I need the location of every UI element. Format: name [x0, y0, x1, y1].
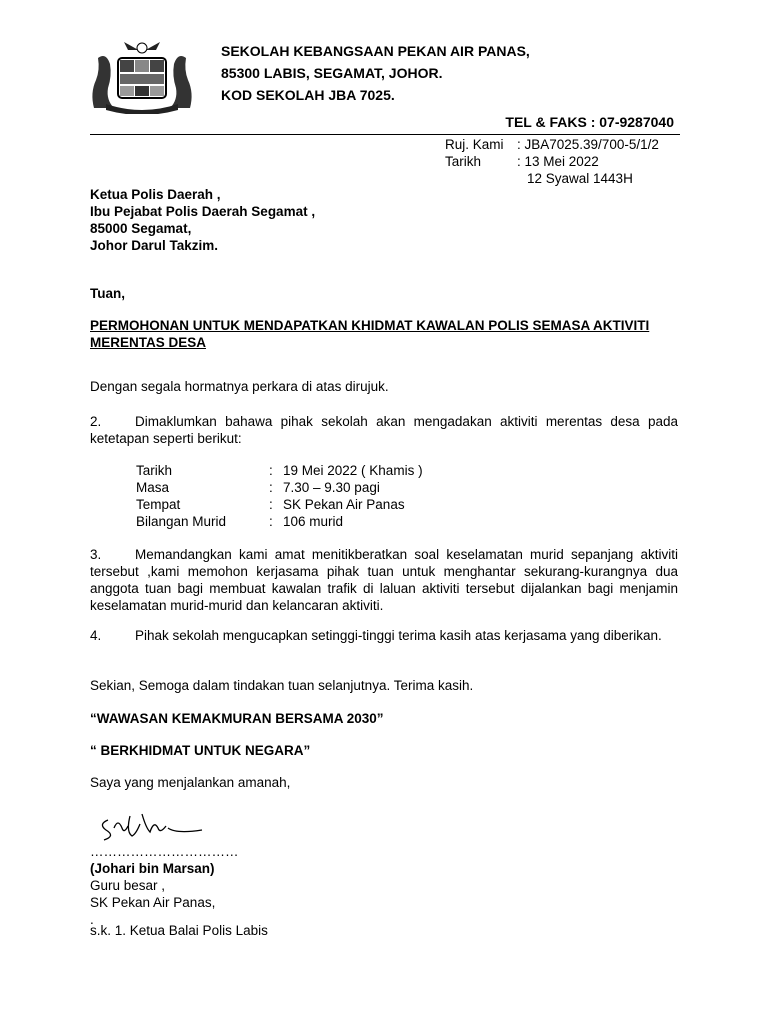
detail-label: Tarikh [136, 463, 173, 478]
ruj-value: : JBA7025.39/700-5/1/2 [517, 137, 659, 152]
trust-line: Saya yang menjalankan amanah, [90, 775, 291, 790]
tel-fax: TEL & FAKS : 07-9287040 [505, 114, 674, 130]
signatory-dot: . [90, 912, 94, 927]
paragraph-text: Memandangkan kami amat menitikberatkan soal keselamatan murid sepanjang aktiviti tersebut ,kami memohon kerjasama pihak tuan untuk menghantar sekurang-kurangnya dua anggota tuan bagi membuat kawalan trafik di laluan aktiviti tersebut dijalankan bagi menjamin keselamatan murid-murid dan kelancaran aktiviti. [90, 547, 678, 613]
recipient-line: 85000 Segamat, [90, 221, 192, 236]
subject-line: PERMOHONAN UNTUK MENDAPATKAN KHIDMAT KAWALAN POLIS SEMASA AKTIVITI MERENTAS DESA [90, 318, 650, 350]
detail-row: Masa : 7.30 – 9.30 pagi [136, 480, 380, 495]
recipient-line: Ibu Pejabat Polis Daerah Segamat , [90, 204, 316, 219]
recipient-address [90, 186, 315, 254]
motto-berkhidmat: “ BERKHIDMAT UNTUK NEGARA” [90, 743, 311, 758]
detail-label: Tempat [136, 497, 181, 512]
paragraph-number: 3. [90, 547, 102, 562]
recipient-line: Johor Darul Takzim. [90, 238, 219, 253]
paragraph-2 [90, 413, 678, 447]
closing-line: Sekian, Semoga dalam tindakan tuan selanjutnya. Terima kasih. [90, 678, 474, 693]
paragraph-number: 4. [90, 628, 102, 643]
signature-block [90, 843, 239, 928]
detail-value: SK Pekan Air Panas [283, 497, 405, 512]
school-address: 85300 LABIS, SEGAMAT, JOHOR. [221, 65, 443, 81]
detail-value: 19 Mei 2022 ( Khamis ) [283, 463, 423, 478]
paragraph-number: 2. [90, 414, 102, 429]
detail-row: Tarikh : 19 Mei 2022 ( Khamis ) [136, 463, 423, 478]
hijri-date: 12 Syawal 1443H [527, 171, 633, 186]
recipient-line: Ketua Polis Daerah , [90, 187, 221, 202]
signature-image [96, 806, 206, 846]
signatory-school: SK Pekan Air Panas, [90, 895, 216, 910]
opening-paragraph: Dengan segala hormatnya perkara di atas dirujuk. [90, 379, 389, 394]
signatory-name: (Johari bin Marsan) [90, 861, 215, 876]
header-divider [90, 134, 680, 135]
motto-wawasan: “WAWASAN KEMAKMURAN BERSAMA 2030” [90, 711, 384, 726]
paragraph-4 [90, 627, 678, 644]
date-value: : 13 Mei 2022 [517, 154, 599, 169]
coat-of-arms-icon [86, 38, 198, 114]
detail-label: Bilangan Murid [136, 514, 227, 529]
detail-row: Tempat : SK Pekan Air Panas [136, 497, 405, 512]
signature-dots: …………………………… [90, 844, 239, 859]
paragraph-text: Dimaklumkan bahawa pihak sekolah akan mengadakan aktiviti merentas desa pada ketetapan seperti berikut: [90, 414, 678, 446]
detail-label: Masa [136, 480, 170, 495]
detail-row: Bilangan Murid : 106 murid [136, 514, 344, 529]
school-code: KOD SEKOLAH JBA 7025. [221, 87, 395, 103]
school-header [221, 40, 530, 106]
event-details [136, 462, 423, 530]
cc-line: s.k. 1. Ketua Balai Polis Labis [90, 923, 268, 938]
school-name: SEKOLAH KEBANGSAAN PEKAN AIR PANAS, [221, 43, 530, 59]
detail-value: 106 murid [283, 514, 344, 529]
ruj-label: Ruj. Kami [445, 137, 504, 152]
paragraph-3 [90, 546, 678, 614]
paragraph-text: Pihak sekolah mengucapkan setinggi-tinggi terima kasih atas kerjasama yang diberikan. [135, 628, 662, 643]
salutation: Tuan, [90, 286, 125, 301]
signatory-title: Guru besar , [90, 878, 166, 893]
detail-value: 7.30 – 9.30 pagi [283, 480, 380, 495]
date-label: Tarikh [445, 154, 482, 169]
reference-block [445, 136, 659, 187]
